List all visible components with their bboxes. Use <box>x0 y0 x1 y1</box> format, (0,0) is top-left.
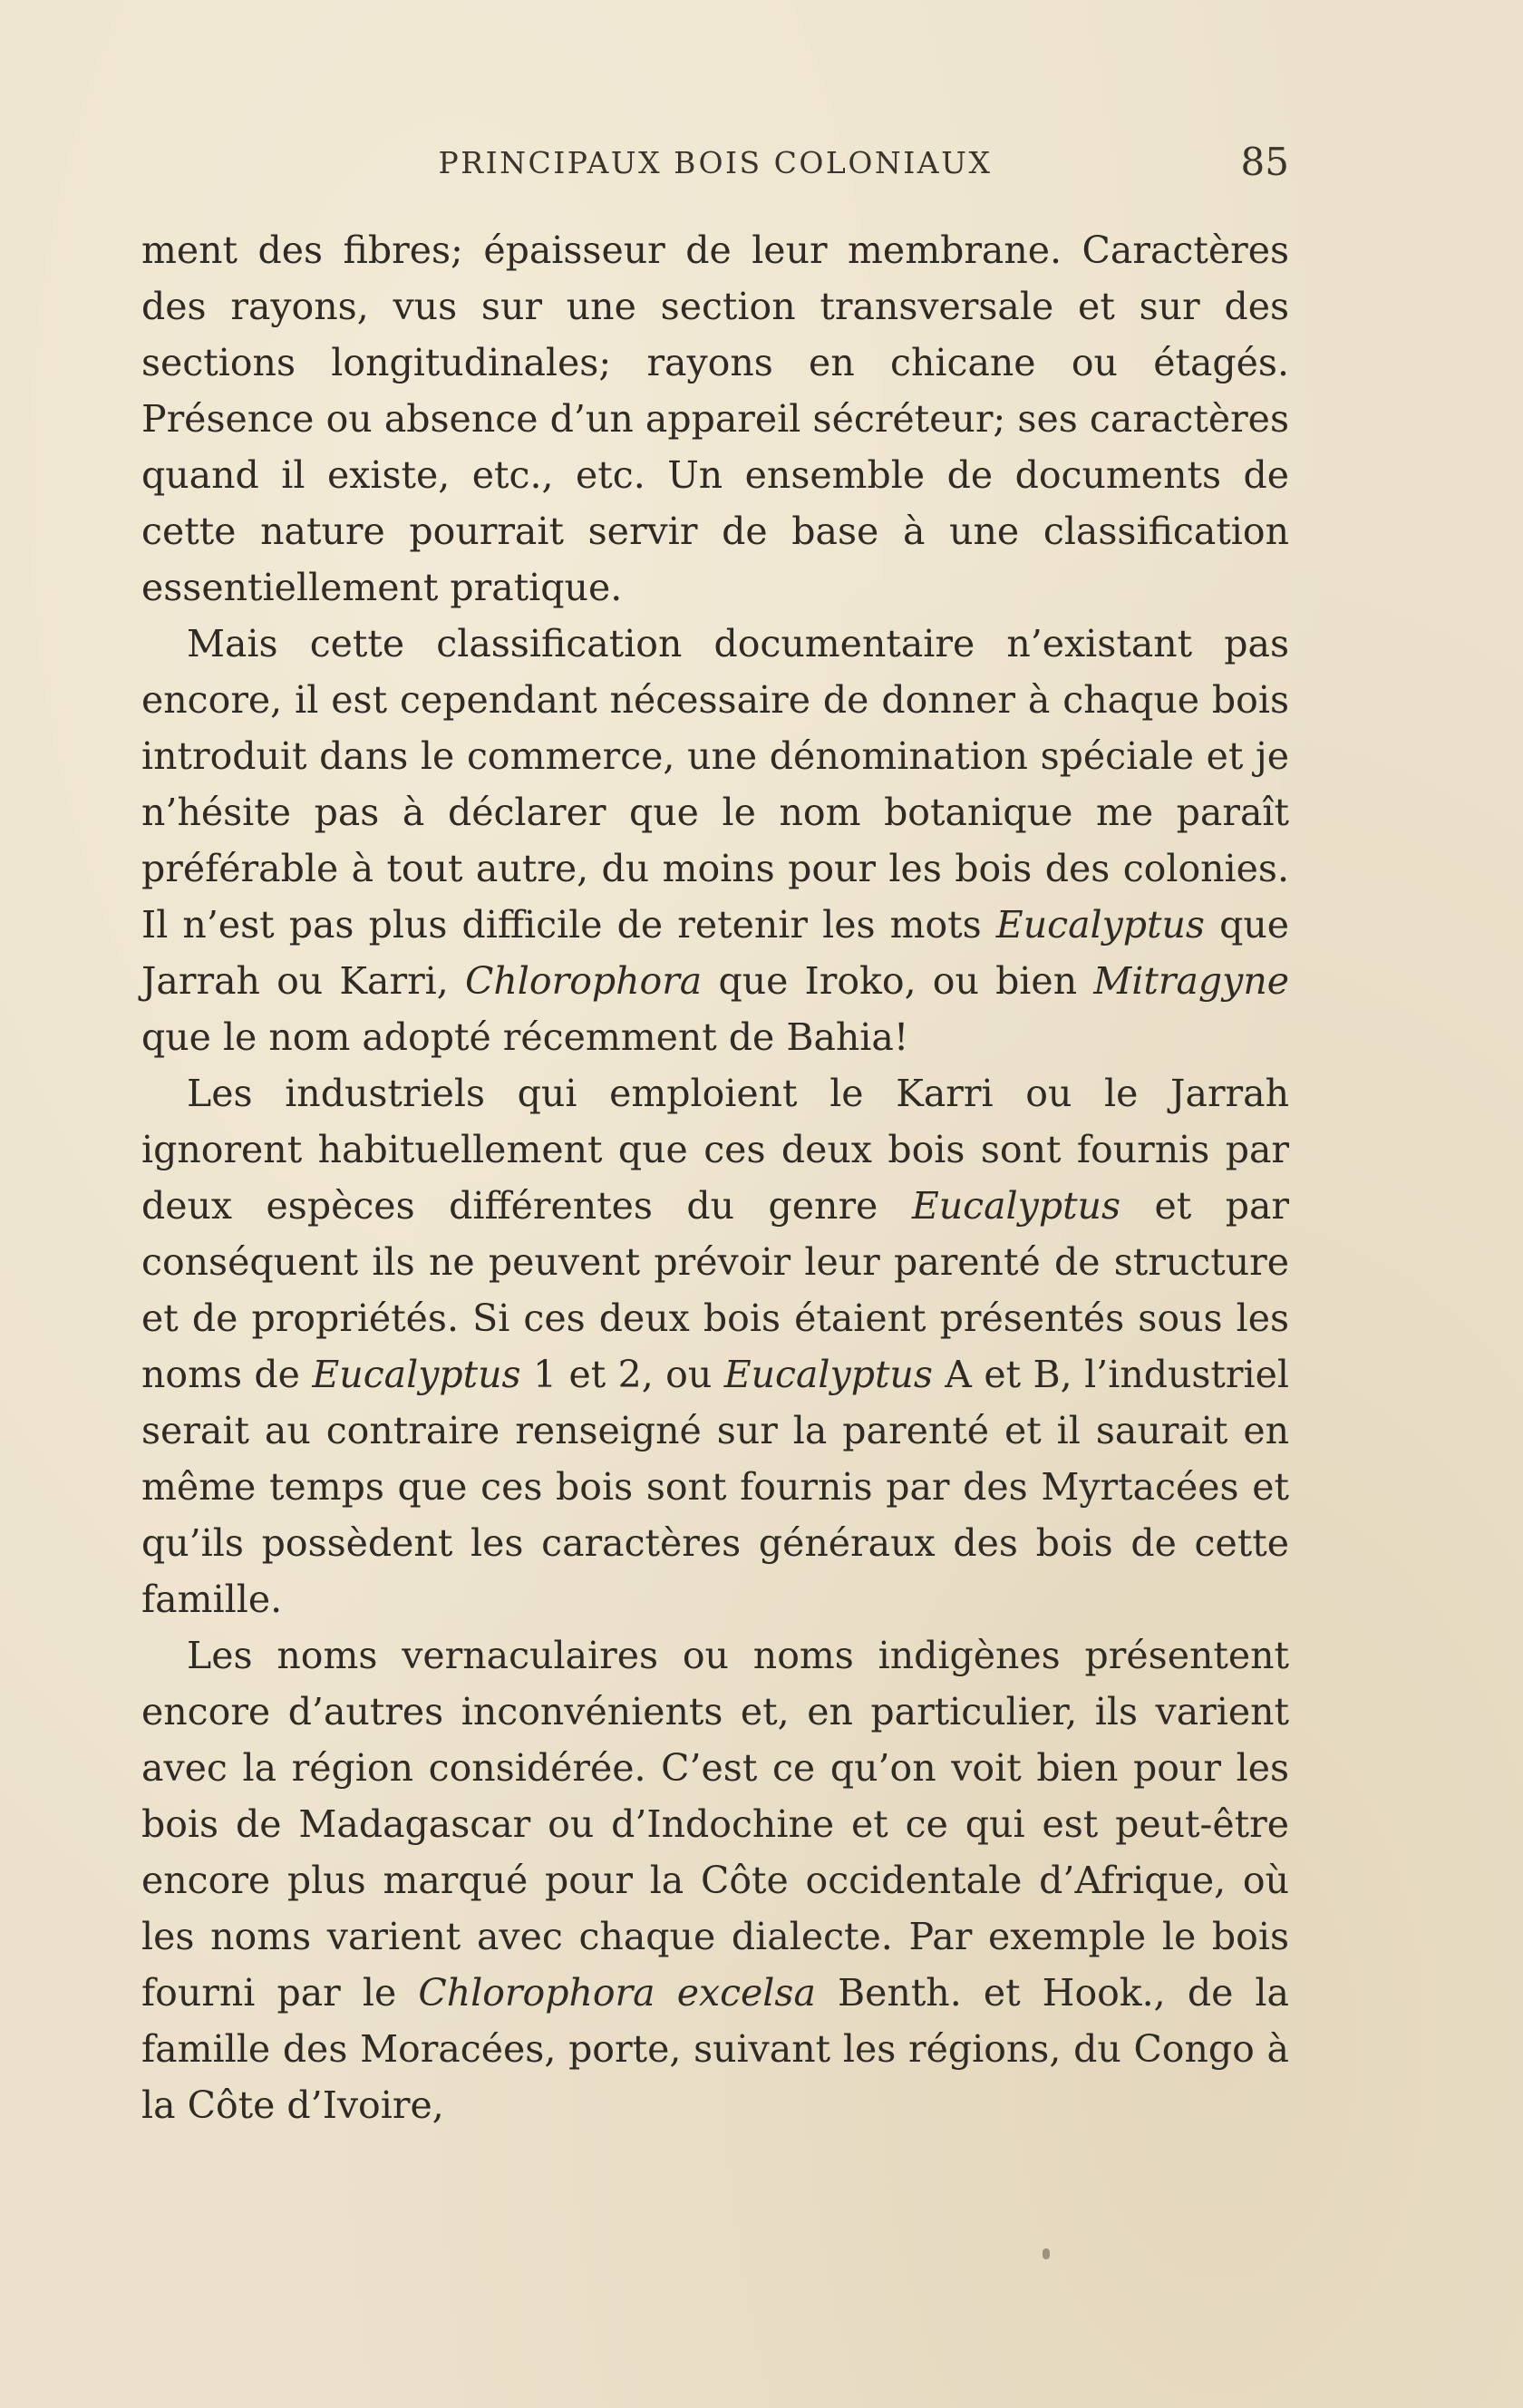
text-run: Les noms vernaculaires ou noms indigènes présentent encore d’autres inconvénients et, en particulier, ils varient avec la région considérée. C’est ce qu’on voit bien pour les bois de Madagascar ou d’Indochine et ce qui est peut-être encore plus marqué pour la Côte occidentale d’Afrique, où les noms varient avec chaque dialecte. Par exemple le bois fourni par le <box>141 1634 1289 2015</box>
italic-term: Eucalyptus <box>723 1353 933 1396</box>
text-run: A et B, l’industriel serait au contraire renseigné sur la parenté et il saurait en même temps que ces bois sont fournis par des Myrtacées et qu’ils possèdent les caractères généraux des bois de cette famille. <box>141 1353 1289 1621</box>
running-title: PRINCIPAUX BOIS COLONIAUX <box>438 145 993 180</box>
running-head <box>141 136 1289 190</box>
text-run: Les industriels qui emploient le Karri ou le Jarrah ignorent habituellement que ces deux bois sont fournis par deux espèces différentes du genre <box>141 1072 1289 1228</box>
text-run: que Jarrah ou Karri, <box>141 903 1289 1003</box>
italic-term: Mitragyne <box>1093 959 1289 1003</box>
paragraph <box>141 1065 1289 1627</box>
body-text <box>141 222 1289 2133</box>
paragraph <box>141 616 1289 1065</box>
text-run: que Iroko, ou bien <box>702 959 1094 1003</box>
italic-term: Chlorophora excelsa <box>418 1971 816 2015</box>
italic-term: Eucalyptus <box>995 903 1205 947</box>
italic-term: Chlorophora <box>465 959 703 1003</box>
italic-term: Eucalyptus <box>911 1184 1120 1228</box>
text-run: Benth. et Hook., de la famille des Moracées, porte, suivant les régions, du Congo à la Côte d’Ivoire, <box>141 1971 1289 2127</box>
italic-term: Eucalyptus <box>312 1353 521 1396</box>
text-run: ment des fibres; épaisseur de leur membrane. Caractères des rayons, vus sur une section transversale et sur des sections longitudinales; rayons en chicane ou étagés. Présence ou absence d’un appareil sécréteur; ses caractères quand il existe, etc., etc. Un ensemble de documents de cette nature pourrait servir de base à une classification essentiellement pratique. <box>141 228 1289 609</box>
paragraph <box>141 222 1289 616</box>
text-run: 1 et 2, ou <box>520 1353 724 1396</box>
text-run: que le nom adopté récemment de Bahia! <box>141 1015 909 1059</box>
text-run: et par conséquent ils ne peuvent prévoir leur parenté de structure et de propriétés. Si ces deux bois étaient présentés sous les noms de <box>141 1184 1290 1396</box>
text-run: Mais cette classification documentaire n’existant pas encore, il est cependant nécessaire de donner à chaque bois introduit dans le commerce, une dénomination spéciale et je n’hésite pas à déclarer que le nom botanique me paraît préférable à tout autre, du moins pour les bois des colonies. Il n’est pas plus difficile de retenir les mots <box>141 622 1289 947</box>
paragraph <box>141 1627 1289 2133</box>
page-number: 85 <box>1240 140 1289 184</box>
ink-speck <box>1043 2248 1050 2259</box>
